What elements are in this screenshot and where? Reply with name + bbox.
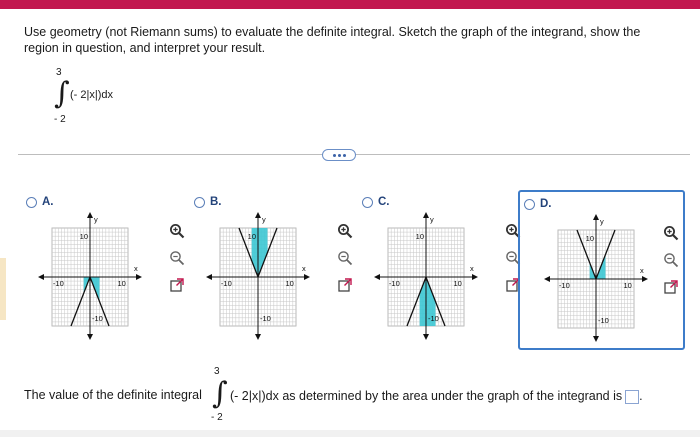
answer-integral-sign: ∫ <box>212 376 228 411</box>
option-d-radio[interactable] <box>524 199 535 210</box>
external-link-icon[interactable] <box>662 278 680 296</box>
x-axis-arrow-right <box>304 274 310 280</box>
x-axis-arrow-right <box>472 274 478 280</box>
answer-lower-limit: - 2 <box>211 412 223 423</box>
x-axis-arrow-left <box>38 274 44 280</box>
top-accent-bar <box>0 0 700 9</box>
y-axis-arrow-down <box>593 336 599 342</box>
tick-bottom: -10 <box>598 315 609 325</box>
option-d-graph <box>528 210 664 350</box>
integrand: (- 2|x|)dx <box>70 89 113 101</box>
external-link-icon[interactable] <box>168 276 186 294</box>
zoom-in-icon[interactable] <box>336 222 354 240</box>
option-a-tools <box>167 222 187 294</box>
external-link-icon[interactable] <box>336 276 354 294</box>
answer-suffix-line <box>230 389 643 404</box>
tick-left: -10 <box>220 279 232 288</box>
left-accent-marker <box>0 258 6 320</box>
answer-prefix: The value of the definite integral <box>24 388 202 402</box>
x-axis-label: x <box>134 264 138 273</box>
x-axis-label: x <box>470 264 474 273</box>
option-b-tools <box>335 222 355 294</box>
question-text: Use geometry (not Riemann sums) to evaluate the definite integral. Sketch the graph of the integrand, show the region in question, and interpret your result. <box>24 25 641 55</box>
tick-bottom: -10 <box>92 313 103 323</box>
option-b[interactable] <box>190 190 360 350</box>
bottom-bar <box>0 430 700 437</box>
zoom-out-icon[interactable] <box>662 251 680 269</box>
option-d[interactable] <box>518 190 685 350</box>
option-c[interactable] <box>358 190 528 350</box>
y-axis-label: y <box>94 215 98 224</box>
option-d-letter: D. <box>540 198 552 210</box>
option-d-header[interactable] <box>524 198 552 210</box>
option-a-letter: A. <box>42 196 54 208</box>
option-b-graph <box>190 208 326 348</box>
answer-end: . <box>639 389 643 403</box>
tick-right: 10 <box>117 279 126 288</box>
option-b-letter: B. <box>210 196 222 208</box>
y-axis-arrow-down <box>423 334 429 340</box>
tick-right: 10 <box>453 279 462 288</box>
option-a-header[interactable] <box>26 196 54 208</box>
zoom-out-icon[interactable] <box>336 249 354 267</box>
option-c-header[interactable] <box>362 196 390 208</box>
more-dots-icon[interactable] <box>322 149 356 161</box>
option-b-header[interactable] <box>194 196 222 208</box>
answer-row <box>24 364 684 423</box>
x-axis-arrow-right <box>136 274 142 280</box>
answer-upper-limit: 3 <box>214 366 220 377</box>
tick-top: 10 <box>585 234 594 244</box>
tick-top: 10 <box>415 232 424 242</box>
x-axis-arrow-left <box>206 274 212 280</box>
tick-left: -10 <box>558 281 570 290</box>
option-a-radio[interactable] <box>26 197 37 208</box>
zoom-out-icon[interactable] <box>168 249 186 267</box>
answer-input-box[interactable] <box>625 390 639 404</box>
x-axis-arrow-right <box>642 276 648 282</box>
tick-left: -10 <box>52 279 64 288</box>
y-axis-label: y <box>600 217 604 226</box>
option-a[interactable] <box>22 190 192 350</box>
x-axis-label: x <box>302 264 306 273</box>
tick-bottom: -10 <box>428 313 439 323</box>
upper-limit: 3 <box>56 67 62 78</box>
option-c-radio[interactable] <box>362 197 373 208</box>
y-axis-label: y <box>430 215 434 224</box>
zoom-in-icon[interactable] <box>662 224 680 242</box>
tick-right: 10 <box>285 279 294 288</box>
y-axis-arrow-down <box>255 334 261 340</box>
option-a-graph <box>22 208 158 348</box>
y-axis-arrow-down <box>87 334 93 340</box>
option-d-tools <box>661 224 681 296</box>
y-axis-arrow-up <box>593 214 599 220</box>
tick-left: -10 <box>388 279 400 288</box>
y-axis-arrow-up <box>423 212 429 218</box>
y-axis-arrow-up <box>255 212 261 218</box>
y-axis-label: y <box>262 215 266 224</box>
tick-top: 10 <box>247 232 256 242</box>
x-axis-arrow-left <box>374 274 380 280</box>
tick-top: 10 <box>79 232 88 242</box>
lower-limit: - 2 <box>54 114 66 125</box>
integral-sign: ∫ <box>54 76 70 111</box>
question-integral <box>40 64 160 126</box>
answer-suffix: (- 2|x|)dx as determined by the area under the graph of the integrand is <box>230 389 623 403</box>
tick-bottom: -10 <box>260 313 271 323</box>
zoom-in-icon[interactable] <box>168 222 186 240</box>
y-axis-arrow-up <box>87 212 93 218</box>
tick-right: 10 <box>623 281 632 290</box>
x-axis-label: x <box>640 266 644 275</box>
option-c-letter: C. <box>378 196 390 208</box>
option-b-radio[interactable] <box>194 197 205 208</box>
x-axis-arrow-left <box>544 276 550 282</box>
option-c-graph <box>358 208 494 348</box>
